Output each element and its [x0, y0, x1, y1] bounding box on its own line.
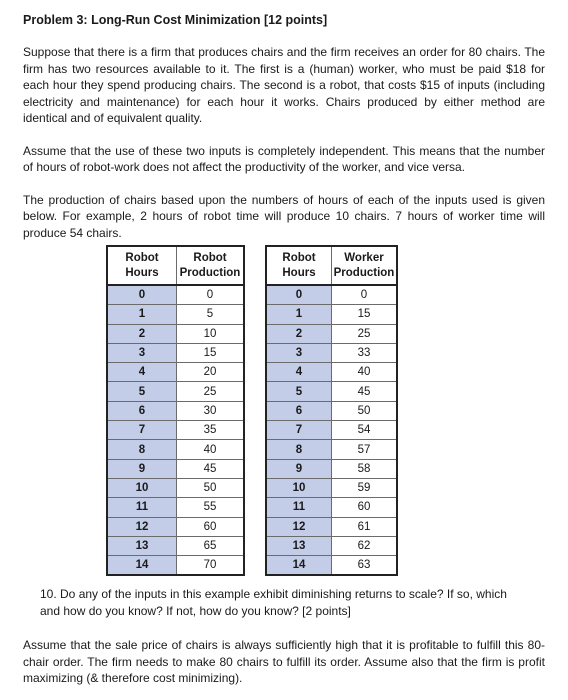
production-cell: 40 — [332, 363, 398, 382]
production-cell: 20 — [177, 363, 245, 382]
production-paragraph: The production of chairs based upon the numbers of hours of each of the inputs used is given below. For example, 2 hours of robot time will produce 10 chairs. 7 hours of worker time will produce 54 chairs. — [23, 192, 545, 240]
table-row — [107, 421, 244, 440]
production-cell: 60 — [177, 517, 245, 536]
table-row — [107, 459, 244, 478]
table-row — [266, 421, 397, 440]
table-row — [107, 440, 244, 459]
hours-cell: 10 — [266, 478, 332, 497]
production-cell: 60 — [332, 498, 398, 517]
worker-table-header-hours: Robot Hours — [266, 246, 332, 285]
table-row — [266, 343, 397, 362]
table-row — [107, 498, 244, 517]
robot-production-table — [106, 245, 245, 576]
table-row — [107, 556, 244, 576]
hours-cell: 0 — [107, 285, 177, 305]
table-row — [107, 324, 244, 343]
production-cell: 15 — [177, 343, 245, 362]
table-row — [107, 285, 244, 305]
table-row — [107, 305, 244, 324]
table-row — [266, 285, 397, 305]
production-cell: 50 — [332, 401, 398, 420]
hours-cell: 7 — [266, 421, 332, 440]
production-cell: 58 — [332, 459, 398, 478]
robot-table-header-production: Robot Production — [177, 246, 245, 285]
table-row — [107, 401, 244, 420]
worker-table-header-production: Worker Production — [332, 246, 398, 285]
table-row — [107, 478, 244, 497]
question-10: 10. Do any of the inputs in this example exhibit diminishing returns to scale? If so, which and how do you know? If not, how do you know? [2 points] — [40, 587, 507, 618]
hours-cell: 0 — [266, 285, 332, 305]
hours-cell: 1 — [107, 305, 177, 324]
hours-cell: 8 — [266, 440, 332, 459]
table-row — [266, 478, 397, 497]
hours-cell: 1 — [266, 305, 332, 324]
hours-cell: 13 — [266, 536, 332, 555]
table-row — [266, 517, 397, 536]
table-row — [266, 459, 397, 478]
hours-cell: 4 — [107, 363, 177, 382]
hours-cell: 11 — [266, 498, 332, 517]
hours-cell: 7 — [107, 421, 177, 440]
production-cell: 0 — [177, 285, 245, 305]
production-cell: 61 — [332, 517, 398, 536]
hours-cell: 9 — [107, 459, 177, 478]
problem-section — [23, 12, 545, 257]
hours-cell: 12 — [266, 517, 332, 536]
hours-cell: 11 — [107, 498, 177, 517]
production-tables — [106, 245, 398, 576]
table-row — [107, 343, 244, 362]
closing-paragraph: Assume that the sale price of chairs is always sufficiently high that it is profitable to fulfill this 80-chair order. The firm needs to make 80 chairs to fulfill its order. Assume also that the firm is profit maximizing (& therefore cost minimizing). — [23, 638, 545, 685]
table-row — [266, 363, 397, 382]
table-row — [266, 536, 397, 555]
production-cell: 65 — [177, 536, 245, 555]
production-cell: 25 — [332, 324, 398, 343]
production-cell: 40 — [177, 440, 245, 459]
table-row — [266, 556, 397, 576]
production-cell: 55 — [177, 498, 245, 517]
hours-cell: 14 — [266, 556, 332, 576]
production-cell: 59 — [332, 478, 398, 497]
table-row — [266, 324, 397, 343]
independence-paragraph: Assume that the use of these two inputs is completely independent. This means that the number of hours of robot-work does not affect the productivity of the worker, and vice versa. — [23, 143, 545, 174]
production-cell: 63 — [332, 556, 398, 576]
table-row — [266, 498, 397, 517]
worker-production-table — [265, 245, 398, 576]
hours-cell: 4 — [266, 363, 332, 382]
production-cell: 57 — [332, 440, 398, 459]
table-row — [266, 382, 397, 401]
hours-cell: 5 — [107, 382, 177, 401]
hours-cell: 10 — [107, 478, 177, 497]
production-cell: 25 — [177, 382, 245, 401]
hours-cell: 3 — [266, 343, 332, 362]
production-cell: 70 — [177, 556, 245, 576]
intro-paragraph: Suppose that there is a firm that produces chairs and the firm receives an order for 80 chairs. The firm has two resources available to it. The first is a (human) worker, who must be paid $18 for each hour they spend producing chairs. The second is a robot, that costs $15 of inputs (including electricity and maintenance) for each hour it works. Chairs produced by either method are identical and of equivalent quality. — [23, 45, 545, 125]
production-cell: 15 — [332, 305, 398, 324]
hours-cell: 2 — [107, 324, 177, 343]
production-cell: 10 — [177, 324, 245, 343]
hours-cell: 6 — [266, 401, 332, 420]
problem-title: Problem 3: Long-Run Cost Minimization [12 points] — [23, 13, 328, 27]
production-cell: 54 — [332, 421, 398, 440]
production-cell: 33 — [332, 343, 398, 362]
hours-cell: 8 — [107, 440, 177, 459]
production-cell: 45 — [177, 459, 245, 478]
production-cell: 62 — [332, 536, 398, 555]
production-cell: 35 — [177, 421, 245, 440]
hours-cell: 14 — [107, 556, 177, 576]
production-cell: 5 — [177, 305, 245, 324]
table-row — [266, 401, 397, 420]
production-cell: 50 — [177, 478, 245, 497]
hours-cell: 13 — [107, 536, 177, 555]
table-row — [107, 536, 244, 555]
table-row — [266, 440, 397, 459]
table-row — [107, 382, 244, 401]
hours-cell: 6 — [107, 401, 177, 420]
robot-table-body — [107, 285, 244, 575]
production-cell: 45 — [332, 382, 398, 401]
table-row — [107, 517, 244, 536]
hours-cell: 12 — [107, 517, 177, 536]
production-cell: 30 — [177, 401, 245, 420]
table-row — [266, 305, 397, 324]
hours-cell: 2 — [266, 324, 332, 343]
hours-cell: 3 — [107, 343, 177, 362]
hours-cell: 9 — [266, 459, 332, 478]
worker-table-body — [266, 285, 397, 575]
table-row — [107, 363, 244, 382]
production-cell: 0 — [332, 285, 398, 305]
robot-table-header-hours: Robot Hours — [107, 246, 177, 285]
hours-cell: 5 — [266, 382, 332, 401]
